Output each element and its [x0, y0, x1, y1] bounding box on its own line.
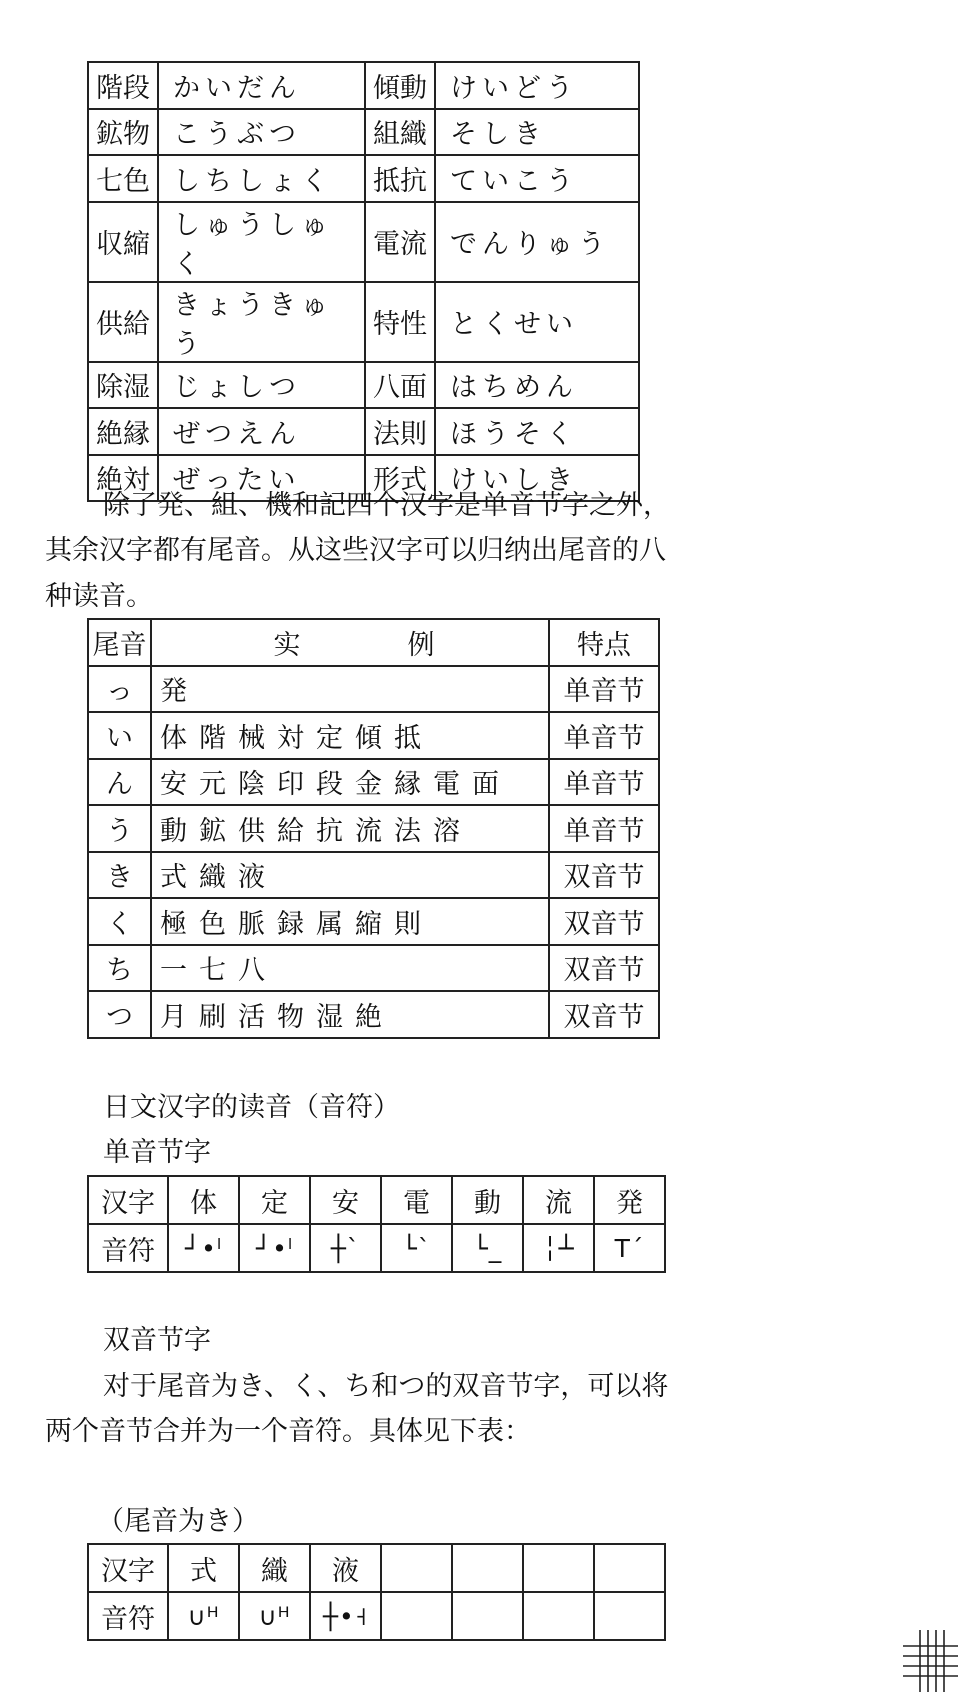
vocab-kanji: 形式	[365, 455, 435, 502]
phonetic-symbol: └ˋ	[401, 1233, 432, 1263]
vocab-reading: けいどう	[435, 62, 639, 109]
vocab-reading: しゅうしゅく	[158, 202, 365, 282]
vocab-kanji: 供給	[88, 282, 158, 362]
kanji-cell: 式	[168, 1544, 239, 1592]
ending-table	[87, 618, 660, 1039]
ending-row	[88, 805, 659, 852]
vocab-kanji: 絶対	[88, 455, 158, 502]
symbol-cell	[594, 1592, 665, 1640]
symbol-cell	[310, 1224, 381, 1272]
header-examples-a: 实	[273, 629, 301, 661]
paragraph1-line1: 除了発、組、機和記四个汉字是单音节字之外，	[103, 490, 670, 521]
vocab-kanji: 組織	[365, 109, 435, 156]
kanji-cell	[452, 1544, 523, 1592]
ending-examples: 体階械対定傾抵	[151, 712, 549, 759]
ending-feature: 双音节	[549, 991, 659, 1038]
vocab-kanji: 絶縁	[88, 408, 158, 455]
ending-kana: い	[88, 712, 151, 759]
kanji-cell: 定	[239, 1176, 310, 1224]
vocab-row	[88, 202, 639, 282]
vocab-kanji: 除湿	[88, 362, 158, 409]
ending-table-header	[88, 619, 659, 666]
symbol-cell	[239, 1592, 310, 1640]
header-feature: 特点	[549, 619, 659, 666]
single-symbol-row	[88, 1224, 665, 1272]
symbol-cell	[381, 1592, 452, 1640]
vocab-reading: でんりゅう	[435, 202, 639, 282]
ending-examples: 安元陰印段金縁電面	[151, 759, 549, 806]
vocab-kanji: 法則	[365, 408, 435, 455]
vocab-row	[88, 62, 639, 109]
ki-symbol-row	[88, 1592, 665, 1640]
phonetic-symbol: ∪ᴴ	[187, 1601, 220, 1631]
kanji-cell	[381, 1544, 452, 1592]
ending-kana: き	[88, 852, 151, 899]
header-ending: 尾音	[88, 619, 151, 666]
vocab-row	[88, 155, 639, 202]
vocab-kanji: 鉱物	[88, 109, 158, 156]
kanji-cell	[523, 1544, 594, 1592]
single-syllable-table	[87, 1175, 666, 1273]
vocab-reading: そしき	[435, 109, 639, 156]
vocab-kanji: 八面	[365, 362, 435, 409]
paragraph1-line3: 种读音。	[45, 581, 153, 612]
ending-examples: 極色脈録属縮則	[151, 898, 549, 945]
ending-row	[88, 945, 659, 992]
vocab-reading: はちめん	[435, 362, 639, 409]
ending-kana: っ	[88, 666, 151, 713]
kanji-cell: 動	[452, 1176, 523, 1224]
ending-examples: 発	[151, 666, 549, 713]
ending-row	[88, 759, 659, 806]
phonetic-symbol: ┘•ˡ	[256, 1233, 293, 1263]
phonetic-symbol: ┼•˧	[322, 1601, 369, 1631]
vocab-kanji: 七色	[88, 155, 158, 202]
vocab-reading: けいしき	[435, 455, 639, 502]
phonetic-symbol: ┼ˋ	[330, 1233, 361, 1263]
ending-kana: つ	[88, 991, 151, 1038]
kanji-cell: 発	[594, 1176, 665, 1224]
paragraph2-line1: 对于尾音为き、く、ち和つ的双音节字，可以将	[103, 1371, 669, 1402]
header-examples-b: 例	[407, 629, 435, 661]
kanji-cell: 流	[523, 1176, 594, 1224]
vocab-reading: ほうそく	[435, 408, 639, 455]
vocab-kanji: 収縮	[88, 202, 158, 282]
kanji-cell: 体	[168, 1176, 239, 1224]
row-label: 音符	[88, 1592, 168, 1640]
symbol-cell	[168, 1592, 239, 1640]
phonetic-symbol: └_	[472, 1233, 503, 1263]
kanji-cell: 織	[239, 1544, 310, 1592]
kanji-cell: 液	[310, 1544, 381, 1592]
ending-examples: 月刷活物湿絶	[151, 991, 549, 1038]
vocab-reading: ぜつえん	[158, 408, 365, 455]
ending-row	[88, 666, 659, 713]
symbol-cell	[594, 1224, 665, 1272]
vocab-row	[88, 109, 639, 156]
ending-feature: 双音节	[549, 852, 659, 899]
vocab-reading: こうぶつ	[158, 109, 365, 156]
vocab-kanji: 抵抗	[365, 155, 435, 202]
vocab-kanji: 傾動	[365, 62, 435, 109]
vocab-reading: ていこう	[435, 155, 639, 202]
ending-row	[88, 712, 659, 759]
ending-row	[88, 991, 659, 1038]
symbol-cell	[239, 1224, 310, 1272]
ending-kana: ち	[88, 945, 151, 992]
phonetic-symbol: ╎┴	[542, 1233, 575, 1263]
kanji-cell: 電	[381, 1176, 452, 1224]
vocab-kanji: 電流	[365, 202, 435, 282]
row-label: 汉字	[88, 1176, 168, 1224]
ending-examples: 一七八	[151, 945, 549, 992]
vocab-reading: きょうきゅう	[158, 282, 365, 362]
vocab-kanji: 階段	[88, 62, 158, 109]
phonetic-symbol: ┘•ˡ	[185, 1233, 222, 1263]
double-title: 双音节字	[103, 1325, 211, 1356]
ending-feature: 单音节	[549, 805, 659, 852]
ending-examples: 式織液	[151, 852, 549, 899]
header-examples	[151, 619, 549, 666]
ending-kana: ん	[88, 759, 151, 806]
vocab-reading: ぜったい	[158, 455, 365, 502]
ending-feature: 双音节	[549, 898, 659, 945]
paragraph1-line2: 其余汉字都有尾音。从这些汉字可以归纳出尾音的八	[45, 535, 666, 566]
vocab-reading: しちしょく	[158, 155, 365, 202]
ki-title: （尾音为き）	[97, 1506, 259, 1537]
kanji-cell	[594, 1544, 665, 1592]
ki-kanji-row	[88, 1544, 665, 1592]
row-label: 音符	[88, 1224, 168, 1272]
phonetic-symbol: Tˊ	[614, 1233, 645, 1263]
single-title: 单音节字	[103, 1137, 211, 1168]
ending-row	[88, 852, 659, 899]
ending-kana: う	[88, 805, 151, 852]
ending-feature: 单音节	[549, 666, 659, 713]
symbol-cell	[310, 1592, 381, 1640]
symbol-cell	[168, 1224, 239, 1272]
symbol-cell	[381, 1224, 452, 1272]
ending-row	[88, 898, 659, 945]
kanji-cell: 安	[310, 1176, 381, 1224]
ending-feature: 单音节	[549, 712, 659, 759]
ending-feature: 双音节	[549, 945, 659, 992]
vocab-reading: とくせい	[435, 282, 639, 362]
ending-feature: 单音节	[549, 759, 659, 806]
vocab-row	[88, 282, 639, 362]
vocab-kanji: 特性	[365, 282, 435, 362]
ending-kana: く	[88, 898, 151, 945]
vocab-row	[88, 362, 639, 409]
symbol-cell	[452, 1224, 523, 1272]
phonetic-symbol: ∪ᴴ	[258, 1601, 291, 1631]
vocab-table	[87, 61, 640, 502]
row-label: 汉字	[88, 1544, 168, 1592]
paragraph2-line2: 两个音节合并为一个音符。具体见下表：	[45, 1416, 531, 1447]
symbol-cell	[523, 1224, 594, 1272]
vocab-reading: じょしつ	[158, 362, 365, 409]
single-kanji-row	[88, 1176, 665, 1224]
ending-examples: 動鉱供給抗流法溶	[151, 805, 549, 852]
ki-ending-table	[87, 1543, 666, 1641]
section-title: 日文汉字的读音（音符）	[103, 1092, 400, 1123]
symbol-cell	[452, 1592, 523, 1640]
vocab-reading: かいだん	[158, 62, 365, 109]
symbol-cell	[523, 1592, 594, 1640]
grid-cross-icon	[903, 1630, 958, 1692]
vocab-row	[88, 408, 639, 455]
